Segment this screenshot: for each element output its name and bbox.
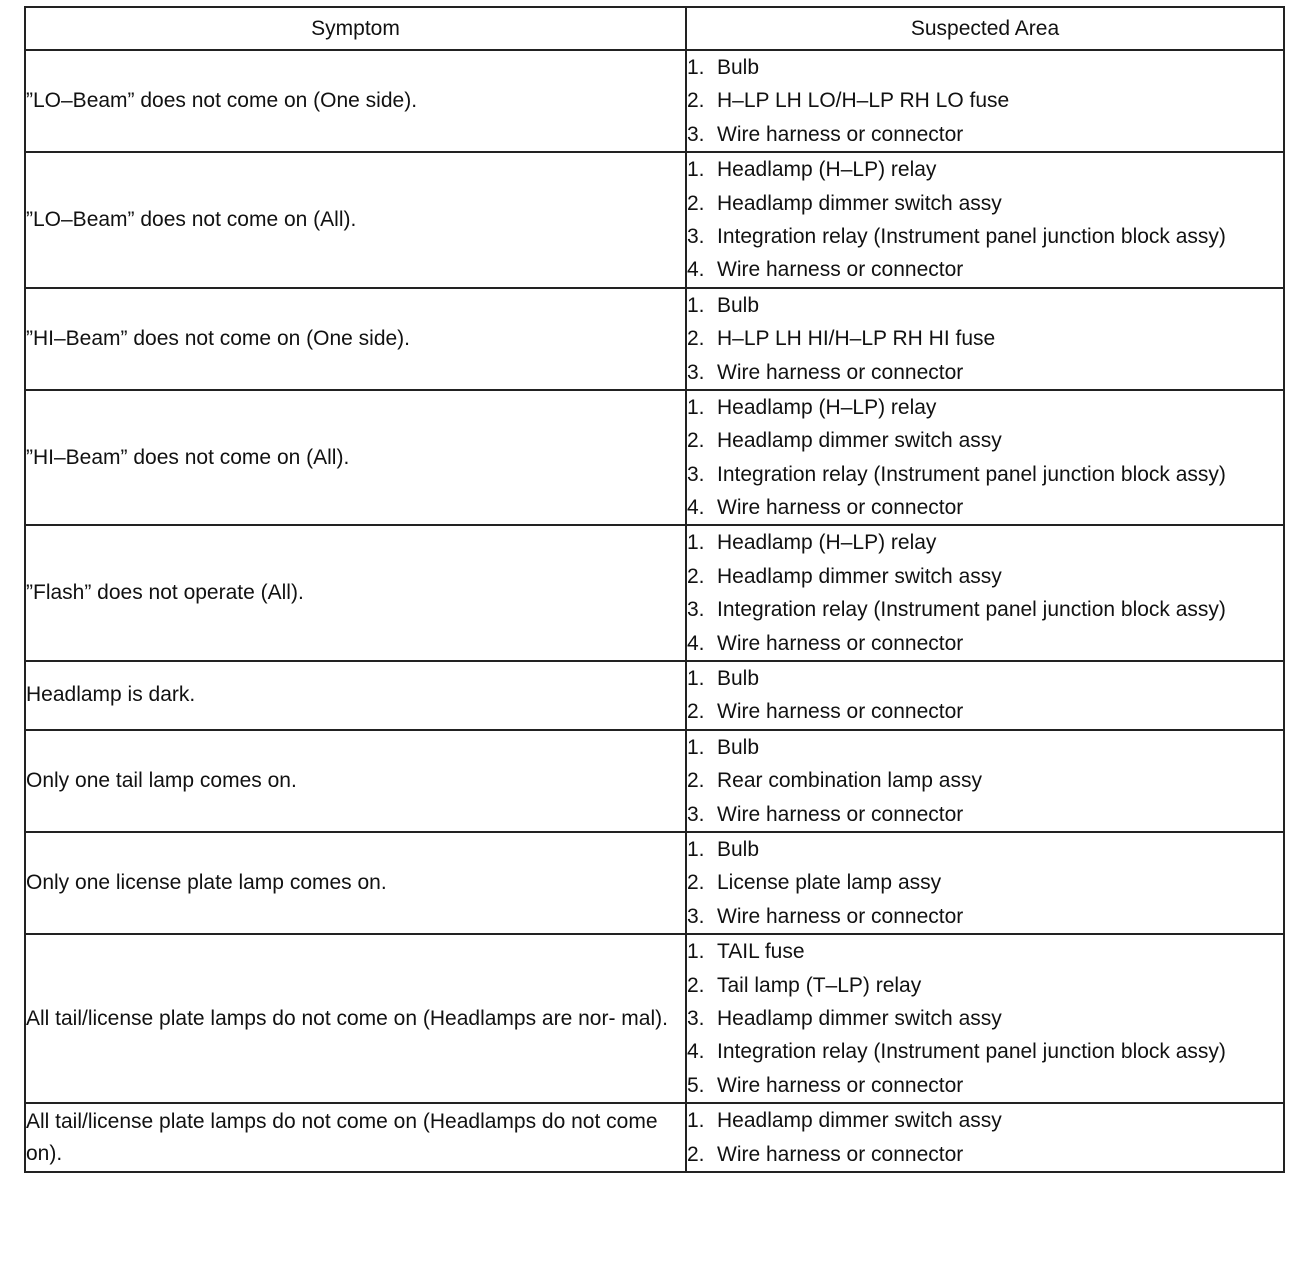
list-item [687,1104,1283,1137]
symptom-cell: Only one tail lamp comes on. [25,730,686,832]
list-item [687,560,1283,593]
item-text: Wire harness or connector [717,1073,964,1097]
symptom-cell: ”HI–Beam” does not come on (One side). [25,288,686,390]
list-item [687,391,1283,424]
list-item [687,798,1283,831]
list-item [687,491,1283,524]
table-row [25,525,1284,661]
item-text: Headlamp dimmer switch assy [717,1109,1002,1133]
item-text: Wire harness or connector [717,631,964,655]
suspected-area-cell [686,525,1284,661]
item-text: Wire harness or connector [717,1142,964,1166]
item-text: Wire harness or connector [717,122,964,146]
suspected-area-cell [686,152,1284,288]
item-text: Wire harness or connector [717,360,964,384]
item-text: Bulb [717,667,760,691]
suspected-area-cell [686,832,1284,934]
item-number: 2. [687,700,705,724]
item-number: 3. [687,802,705,826]
item-number: 3. [687,360,705,384]
list-item [687,526,1283,559]
item-text: Headlamp (H–LP) relay [717,158,937,182]
suspected-area-list [687,662,1283,729]
item-text: Wire harness or connector [717,904,964,928]
symptom-cell: All tail/license plate lamps do not come on (Headlamps are nor- mal). [25,934,686,1103]
list-item [687,1002,1283,1035]
table-row [25,730,1284,832]
table-body [25,50,1284,1172]
suspected-area-cell [686,1103,1284,1172]
suspected-area-cell [686,730,1284,832]
list-item [687,593,1283,626]
list-item [687,1138,1283,1171]
item-number: 2. [687,191,705,215]
suspected-area-list [687,833,1283,933]
suspected-area-cell [686,288,1284,390]
item-text: License plate lamp assy [717,871,942,895]
troubleshooting-table [24,6,1285,1173]
item-text: Integration relay (Instrument panel junction block assy) [717,224,1226,248]
table-row [25,390,1284,526]
item-text: Integration relay (Instrument panel junction block assy) [717,598,1226,622]
item-text: H–LP LH HI/H–LP RH HI fuse [717,327,996,351]
item-text: Headlamp dimmer switch assy [717,191,1002,215]
list-item [687,1035,1283,1068]
list-item [687,764,1283,797]
list-item [687,969,1283,1002]
list-item [687,1069,1283,1102]
list-item [687,833,1283,866]
item-number: 1. [687,56,705,79]
item-number: 4. [687,258,705,282]
list-item [687,866,1283,899]
item-number: 1. [687,735,705,759]
item-number: 3. [687,122,705,146]
item-text: Bulb [717,837,760,861]
item-text: TAIL fuse [717,940,805,964]
item-number: 2. [687,429,705,453]
suspected-area-list [687,731,1283,831]
item-text: Bulb [717,293,760,317]
item-number: 1. [687,667,705,691]
symptom-cell: ”LO–Beam” does not come on (One side). [25,50,686,152]
table-row [25,934,1284,1103]
header-symptom: Symptom [25,7,686,50]
item-text: Rear combination lamp assy [717,769,982,793]
symptom-cell: Only one license plate lamp comes on. [25,832,686,934]
list-item [687,253,1283,286]
list-item [687,356,1283,389]
list-item [687,153,1283,186]
item-text: Wire harness or connector [717,700,964,724]
list-item [687,458,1283,491]
list-item [687,900,1283,933]
suspected-area-list [687,153,1283,287]
item-number: 2. [687,769,705,793]
table-row [25,661,1284,730]
list-item [687,627,1283,660]
table-row [25,50,1284,152]
list-item [687,322,1283,355]
item-number: 4. [687,631,705,655]
item-text: Headlamp dimmer switch assy [717,429,1002,453]
item-text: Wire harness or connector [717,802,964,826]
suspected-area-list [687,391,1283,525]
item-number: 1. [687,531,705,555]
symptom-cell: All tail/license plate lamps do not come on (Headlamps do not come on). [25,1103,686,1172]
item-text: Bulb [717,56,760,79]
list-item [687,220,1283,253]
symptom-cell: ”LO–Beam” does not come on (All). [25,152,686,288]
list-item [687,935,1283,968]
symptom-cell: ”HI–Beam” does not come on (All). [25,390,686,526]
table-row [25,1103,1284,1172]
list-item [687,695,1283,728]
item-number: 1. [687,158,705,182]
item-text: Tail lamp (T–LP) relay [717,973,922,997]
item-number: 1. [687,837,705,861]
list-item [687,662,1283,695]
suspected-area-list [687,289,1283,389]
item-number: 2. [687,327,705,351]
item-number: 3. [687,598,705,622]
table-row [25,288,1284,390]
item-number: 5. [687,1073,705,1097]
list-item [687,289,1283,322]
item-text: Bulb [717,735,760,759]
item-text: Headlamp (H–LP) relay [717,531,937,555]
suspected-area-list [687,935,1283,1102]
list-item [687,424,1283,457]
item-text: H–LP LH LO/H–LP RH LO fuse [717,89,1010,113]
item-number: 2. [687,89,705,113]
list-item [687,187,1283,220]
item-text: Wire harness or connector [717,258,964,282]
suspected-area-cell [686,934,1284,1103]
item-number: 3. [687,224,705,248]
item-number: 3. [687,462,705,486]
item-number: 1. [687,293,705,317]
list-item [687,84,1283,117]
item-number: 1. [687,395,705,419]
item-text: Headlamp (H–LP) relay [717,395,937,419]
suspected-area-cell [686,390,1284,526]
item-number: 2. [687,1142,705,1166]
item-number: 1. [687,940,705,964]
list-item [687,118,1283,151]
header-row [25,7,1284,50]
suspected-area-list [687,51,1283,151]
suspected-area-list [687,526,1283,660]
item-number: 3. [687,904,705,928]
item-number: 2. [687,871,705,895]
table-row [25,152,1284,288]
suspected-area-cell [686,661,1284,730]
symptom-cell: Headlamp is dark. [25,661,686,730]
list-item [687,51,1283,84]
item-text: Headlamp dimmer switch assy [717,564,1002,588]
table-row [25,832,1284,934]
item-number: 2. [687,973,705,997]
item-text: Integration relay (Instrument panel junction block assy) [717,462,1226,486]
item-text: Integration relay (Instrument panel junction block assy) [717,1040,1226,1064]
item-number: 3. [687,1006,705,1030]
suspected-area-cell [686,50,1284,152]
header-suspected-area: Suspected Area [686,7,1284,50]
suspected-area-list [687,1104,1283,1171]
list-item [687,731,1283,764]
item-number: 1. [687,1109,705,1133]
symptom-cell: ”Flash” does not operate (All). [25,525,686,661]
item-number: 4. [687,1040,705,1064]
item-text: Headlamp dimmer switch assy [717,1006,1002,1030]
item-number: 4. [687,496,705,520]
item-number: 2. [687,564,705,588]
item-text: Wire harness or connector [717,496,964,520]
